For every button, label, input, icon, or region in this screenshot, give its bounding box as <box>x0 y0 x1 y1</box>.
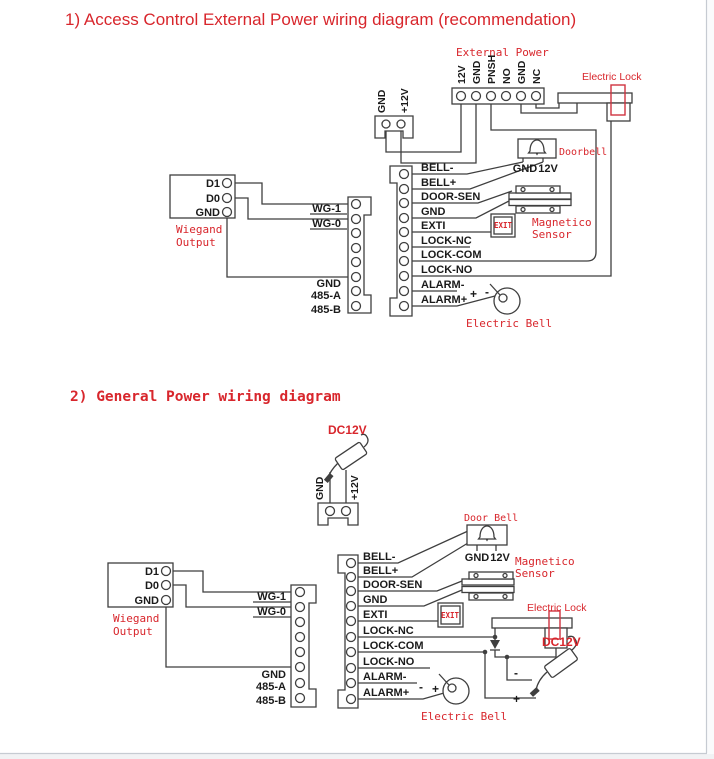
power-input-12v-label: +12V <box>349 475 361 500</box>
comm-485b-label: 485-B <box>256 695 286 707</box>
comm-pin <box>296 618 305 627</box>
pin-pnsh <box>487 92 496 101</box>
power-input-gnd-label: GND <box>376 89 388 113</box>
comm-485b-label: 485-B <box>311 304 341 316</box>
doorbell-gnd-label: GND <box>464 552 490 564</box>
wiegand-gnd-label: GND <box>134 595 159 607</box>
magnetic-sensor-drawing <box>509 186 571 213</box>
io-label-door-sen: DOOR-SEN <box>363 579 423 591</box>
electric-lock-label: Electric Lock <box>527 602 587 614</box>
flyback-diode <box>490 640 500 650</box>
comm-485a-label: 485-A <box>256 681 286 693</box>
wiegand-pin-gnd <box>162 596 171 605</box>
wire-lock-diode-bottom <box>495 648 556 657</box>
pin-gnd2 <box>517 92 526 101</box>
doorbell-12v-label: 12V <box>490 552 510 564</box>
io-pin <box>400 214 409 223</box>
exit-button-label: EXIT <box>493 221 513 230</box>
ext-pin-label-nc: NC <box>531 68 543 84</box>
adapter-body <box>335 442 368 470</box>
io-pin <box>347 602 356 611</box>
power-input-12v-label: +12V <box>399 88 411 113</box>
bell-striker <box>439 674 449 685</box>
wg1-label: WG-1 <box>257 591 286 603</box>
io-pin <box>347 648 356 657</box>
comm-strip <box>348 197 371 313</box>
wiegand-caption-1: Wiegand <box>176 223 223 236</box>
wiegand-d1-label: D1 <box>205 178 220 190</box>
wg0-label: WG-0 <box>257 606 286 618</box>
pin-nc <box>532 92 541 101</box>
io-pin <box>347 587 356 596</box>
junction-dot <box>483 650 488 655</box>
magnetic-sensor-label-2: Sensor <box>515 567 555 580</box>
power-input-pin-12v <box>342 507 351 516</box>
wiegand-d1-label: D1 <box>144 566 159 578</box>
io-pin <box>347 695 356 704</box>
comm-pin <box>352 215 361 224</box>
io-label-gnd: GND <box>363 594 388 606</box>
electric-lock-label: Electric Lock <box>582 71 642 83</box>
comm-pin <box>352 302 361 311</box>
exit-button-label: EXIT <box>440 611 460 620</box>
adapter-bottom-cable <box>536 672 547 690</box>
dc-minus-sign: - <box>514 666 518 680</box>
io-pin <box>400 199 409 208</box>
bell-striker <box>490 284 500 295</box>
sensor-bar-top <box>509 193 571 199</box>
wiegand-d0-label: D0 <box>144 580 159 592</box>
io-pin <box>400 228 409 237</box>
io-label-alarm-plus: ALARM+ <box>363 687 410 699</box>
wiegand-pin-d0 <box>162 581 171 590</box>
comm-pin <box>352 273 361 282</box>
electric-lock-drawing <box>558 85 632 121</box>
comm-pin <box>352 200 361 209</box>
dc12v-bottom-label: DC12V <box>542 635 581 649</box>
doorbell-drawing <box>518 139 556 158</box>
power-input-gnd-label: GND <box>314 476 326 500</box>
power-input-block <box>375 116 413 138</box>
io-pin <box>347 633 356 642</box>
wiegand-caption-2: Output <box>113 625 153 638</box>
alarm-plus-sign: + <box>432 682 440 696</box>
comm-gnd-label: GND <box>316 278 341 290</box>
io-pin <box>347 559 356 568</box>
adapter-plug-tip <box>530 687 540 697</box>
diagram-2-title: 2) General Power wiring diagram <box>70 389 341 405</box>
diagram-1-title: 1) Access Control External Power wiring diagram (recommendation) <box>65 10 577 29</box>
magnetic-sensor-drawing <box>462 572 514 600</box>
magnetic-sensor-label-1: Magnetico <box>515 555 575 568</box>
io-label-gnd: GND <box>421 206 446 218</box>
io-label-bell-plus: BELL+ <box>363 565 399 577</box>
dc12v-top-label: DC12V <box>328 423 367 437</box>
electric-bell-drawing <box>439 674 469 704</box>
adapter-body <box>544 648 578 678</box>
power-adapter-bottom <box>530 648 578 697</box>
wire-dc-plus <box>485 652 536 698</box>
io-pin <box>400 243 409 252</box>
wiegand-pin-gnd <box>223 208 232 217</box>
lock-bar <box>558 93 632 103</box>
diagram-2-general-power <box>70 389 587 723</box>
electric-bell-drawing <box>490 284 520 314</box>
io-label-lock-nc: LOCK-NC <box>363 625 414 637</box>
ext-pin-label-no: NO <box>501 68 513 84</box>
comm-pin <box>296 633 305 642</box>
io-pin <box>400 257 409 266</box>
junction-dot <box>493 635 498 640</box>
alarm-minus-sign: - <box>485 285 489 299</box>
wire-d1-to-wg1 <box>232 183 351 204</box>
io-pin <box>347 617 356 626</box>
doorbell-drawing <box>467 525 507 545</box>
io-labels <box>363 551 424 699</box>
comm-pin <box>296 603 305 612</box>
comm-pin <box>296 679 305 688</box>
io-label-lock-no: LOCK-NO <box>363 656 415 668</box>
external-power-label: External Power <box>456 46 549 59</box>
wiegand-caption-2: Output <box>176 236 216 249</box>
junction-dot <box>505 655 510 660</box>
io-pin <box>347 664 356 673</box>
doorbell-label: Door Bell <box>464 513 519 524</box>
wiegand-gnd-label: GND <box>195 207 220 219</box>
comm-pin <box>352 287 361 296</box>
comm-pin <box>296 648 305 657</box>
wiegand-pin-d0 <box>223 194 232 203</box>
ext-pin-label-pnsh: PNSH <box>486 54 498 84</box>
io-labels <box>421 162 482 306</box>
doorbell-box <box>467 525 507 545</box>
io-pin <box>347 573 356 582</box>
ext-pin-label-12v: 12V <box>456 65 468 84</box>
right-margin <box>707 0 714 759</box>
io-label-lock-nc: LOCK-NC <box>421 235 472 247</box>
pin-gnd <box>472 92 481 101</box>
io-label-lock-com: LOCK-COM <box>421 249 482 261</box>
io-label-bell-minus: BELL- <box>421 162 454 174</box>
io-pin <box>400 170 409 179</box>
io-label-lock-com: LOCK-COM <box>363 640 424 652</box>
io-pin <box>400 302 409 311</box>
wiegand-caption-1: Wiegand <box>113 612 160 625</box>
magnetic-sensor-label-2: Sensor <box>532 228 572 241</box>
io-pin <box>400 287 409 296</box>
io-label-bell-minus: BELL- <box>363 551 396 563</box>
io-label-bell-plus: BELL+ <box>421 177 457 189</box>
power-input-pin-12v <box>397 120 405 128</box>
comm-pin <box>296 588 305 597</box>
comm-pin <box>352 258 361 267</box>
wire-d1-to-wg1 <box>171 571 294 592</box>
comm-gnd-label: GND <box>261 669 286 681</box>
electric-bell-label: Electric Bell <box>421 710 508 723</box>
sensor-bar-bottom <box>462 587 514 593</box>
doorbell-gnd-label: GND <box>512 163 538 175</box>
dc-plus-sign: + <box>513 692 521 706</box>
power-input-block <box>318 503 358 525</box>
pin-12v <box>457 92 466 101</box>
io-pin <box>400 185 409 194</box>
io-label-exti: EXTI <box>421 220 446 232</box>
ext-pin-label-gnd2: GND <box>516 60 528 84</box>
comm-pin <box>352 229 361 238</box>
sensor-bar-top <box>462 579 514 585</box>
io-pin <box>400 272 409 281</box>
bottom-margin <box>0 754 714 759</box>
power-input-pin-gnd <box>382 120 390 128</box>
wiegand-d0-label: D0 <box>205 193 220 205</box>
magnetic-sensor-label-1: Magnetico <box>532 216 592 229</box>
doorbell-12v-label: 12V <box>538 163 558 175</box>
pin-no <box>502 92 511 101</box>
doorbell-label: Doorbell <box>559 147 608 158</box>
alarm-minus-sign: - <box>419 680 423 694</box>
electric-bell-label: Electric Bell <box>466 317 553 330</box>
comm-pin <box>352 244 361 253</box>
sensor-bar-bottom <box>509 200 571 206</box>
io-label-alarm-minus: ALARM- <box>421 279 465 291</box>
io-pin <box>347 679 356 688</box>
io-label-alarm-minus: ALARM- <box>363 671 407 683</box>
wire-dc-minus <box>507 657 532 680</box>
io-label-exti: EXTI <box>363 609 388 621</box>
io-label-lock-no: LOCK-NO <box>421 264 473 276</box>
comm-pin <box>296 694 305 703</box>
wg1-label: WG-1 <box>312 203 341 215</box>
alarm-plus-sign: + <box>470 287 478 301</box>
ext-pin-label-gnd: GND <box>471 60 483 84</box>
io-label-alarm-plus: ALARM+ <box>421 294 468 306</box>
wiegand-pin-d1 <box>223 179 232 188</box>
diagram-1-access-control-external-power <box>65 10 642 330</box>
io-label-door-sen: DOOR-SEN <box>421 191 481 203</box>
comm-485a-label: 485-A <box>311 290 341 302</box>
wg0-label: WG-0 <box>312 218 341 230</box>
power-input-pin-gnd <box>326 507 335 516</box>
comm-pin <box>296 663 305 672</box>
wiegand-pin-d1 <box>162 567 171 576</box>
